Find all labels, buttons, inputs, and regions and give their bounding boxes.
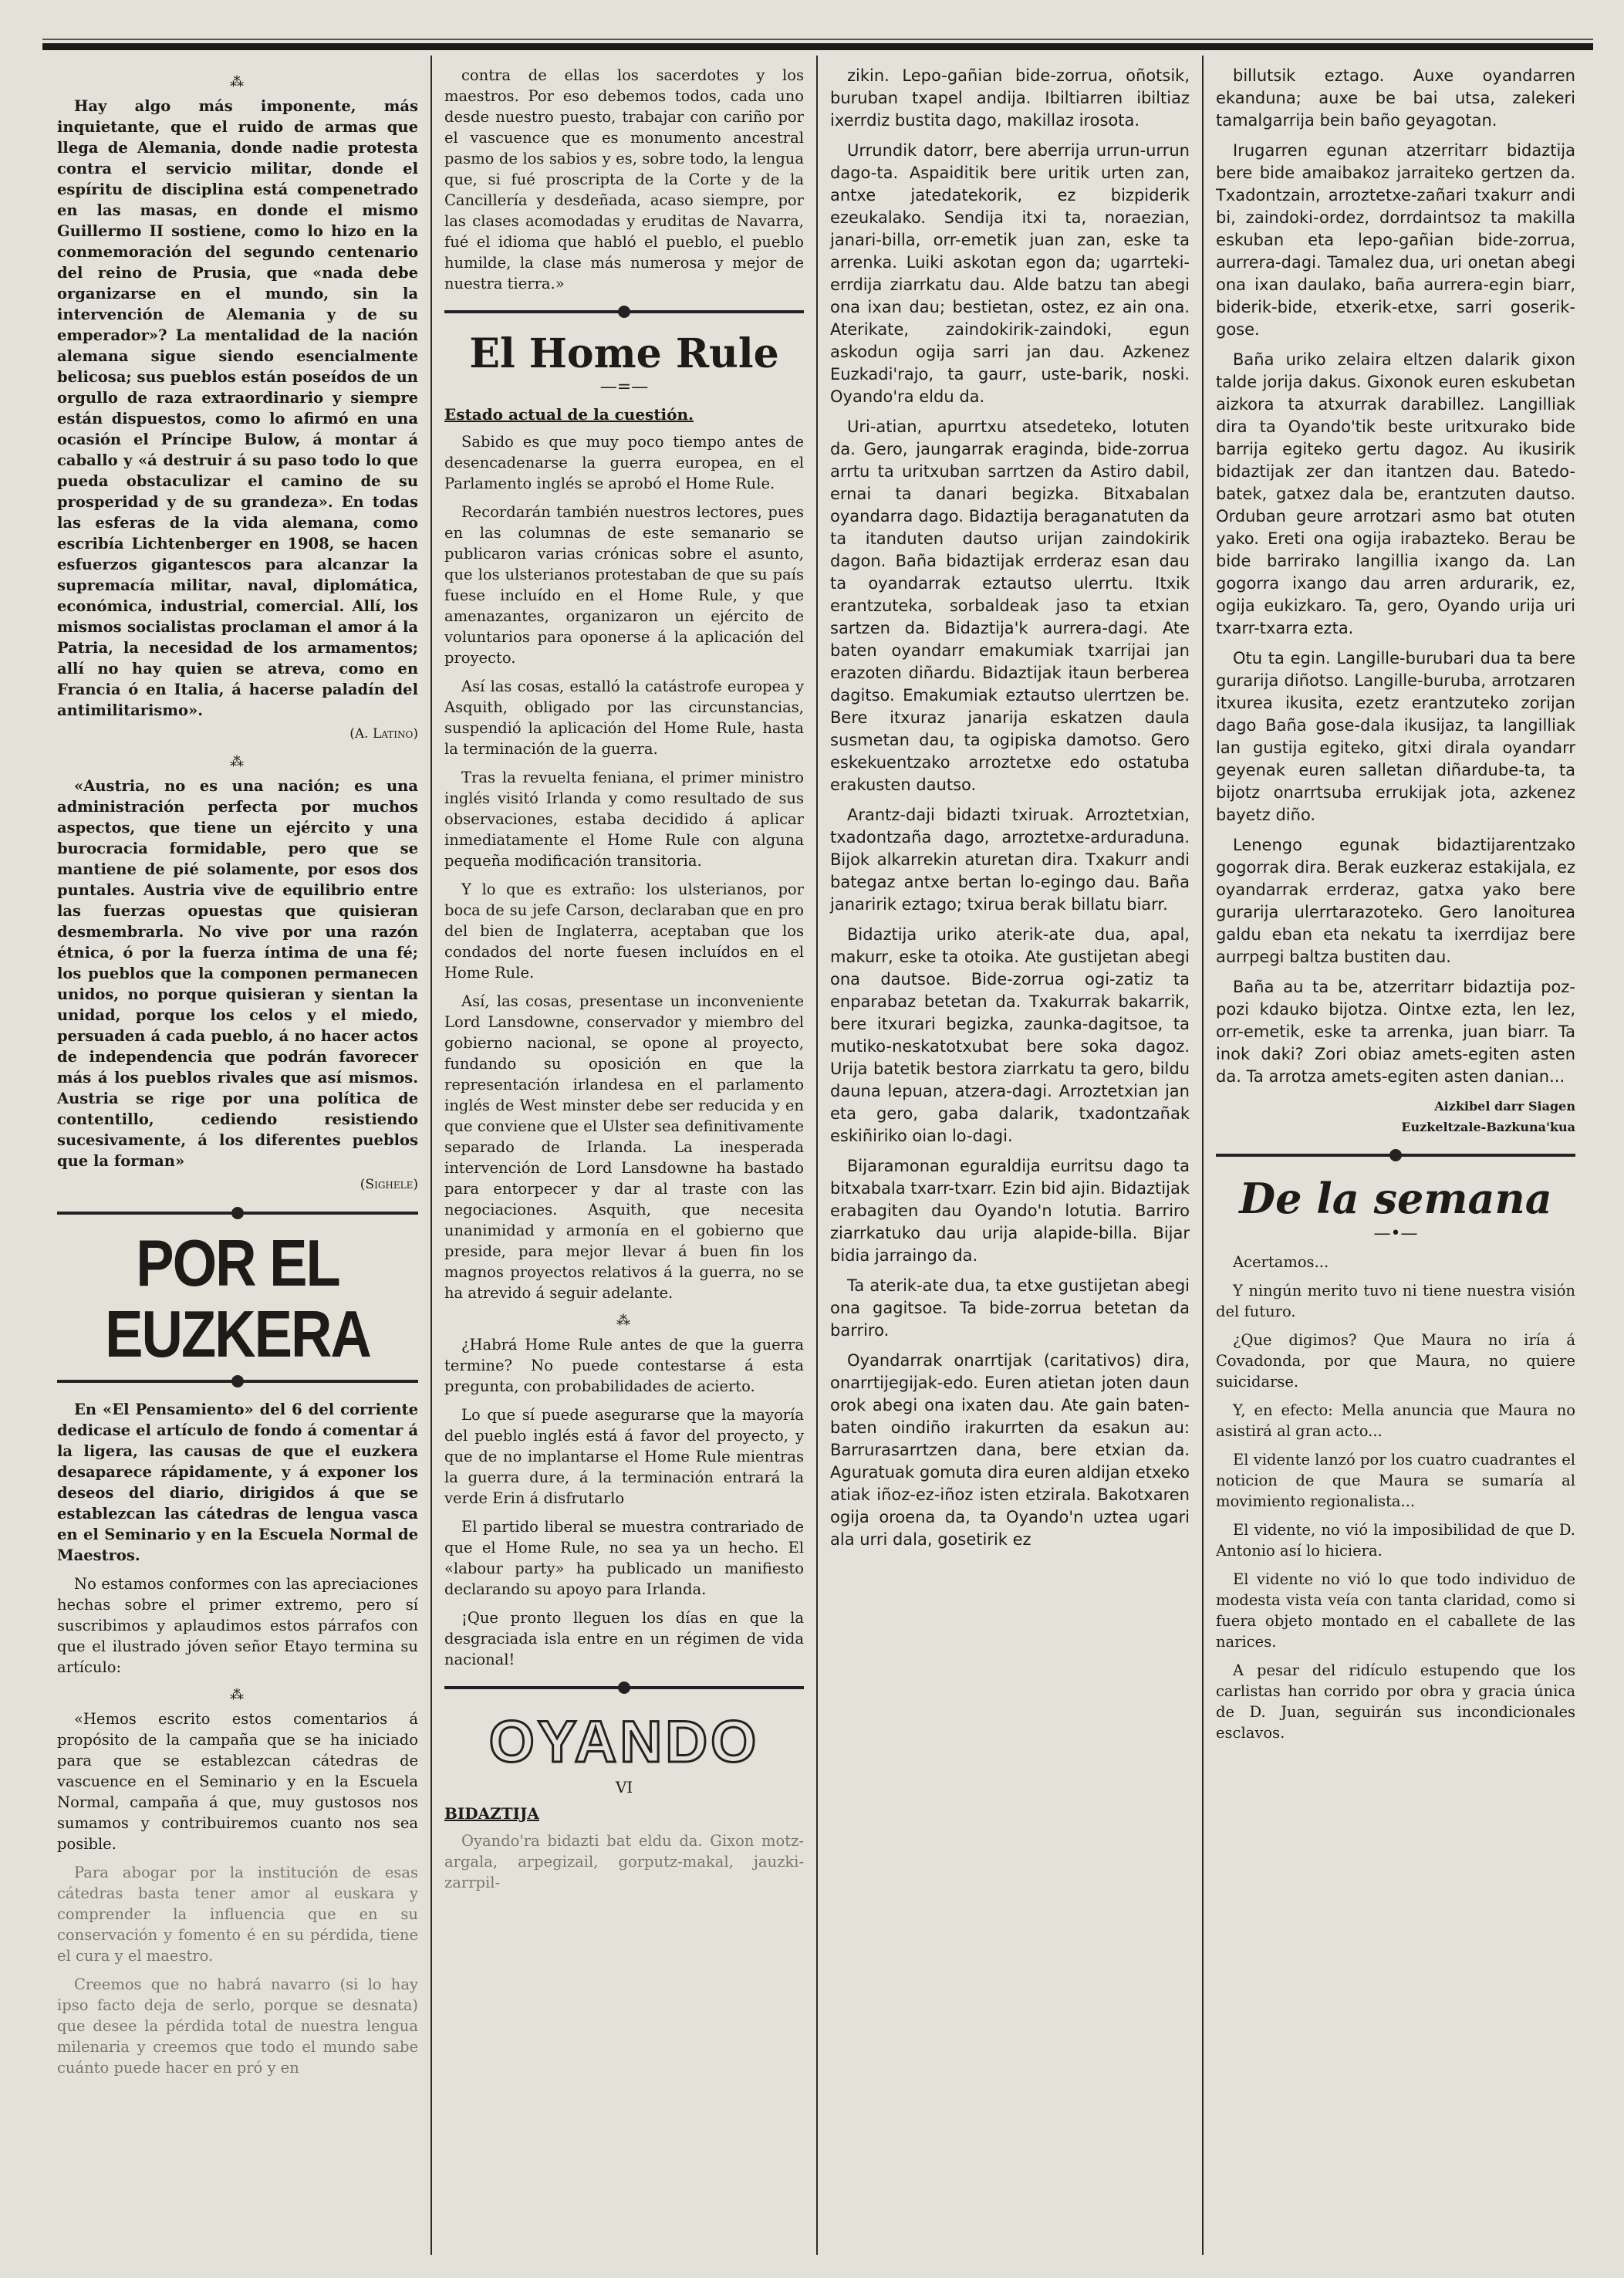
- top-rule: [42, 37, 1593, 52]
- paragraph: Y ningún merito tuvo ni tiene nuestra visión del futuro.: [1216, 1282, 1575, 1320]
- paragraph: Ta aterik-ate dua, ta etxe gustijetan abegi ona gagitsoe. Ta bide-zorrua betetan da barriro.: [830, 1276, 1190, 1340]
- paragraph: Sabido es que muy poco tiempo antes de desencadenarse la guerra europea, en el Parlamento inglés se aprobó el Home Rule.: [444, 433, 804, 492]
- headline-ornament: —•—: [1373, 1224, 1418, 1243]
- asterism: ⁂: [616, 1313, 632, 1329]
- headline-oyando: OYANDO: [488, 1709, 760, 1775]
- paragraph: El vidente, no vió la imposibilidad de que D. Antonio así lo hiciera.: [1216, 1521, 1575, 1560]
- column-3: [816, 56, 1202, 2255]
- paragraph: Bidaztija uriko aterik-ate dua, apal, makurr, eske ta otoika. Ate gustijetan abegi ona dautsoe. Bide-zorrua ogi-zatiz ta enparabaz betetan da. Txakurrak bakarrik, bere itxurari begizka, zaunka-dagitsoe, ta mutiko-neskatotxubat bere soka dagoz. Urija batetik bestora ziarrkatu ta gero, bildu dauna lepuan, atzera-dagi. Arroztetxian jan eta gero, gaba dalarik, txadontzañak eskiñiriko oian lo-dagi.: [830, 925, 1190, 1145]
- paragraph: Hay algo más imponente, más inquietante, que el ruido de armas que llega de Alemania, donde nadie protesta contra el servicio militar, donde el espíritu de disciplina está compenetrado en las masas, en donde el mismo Guillermo II sostiene, como lo hizo en la conmemoración del segundo centenario del reino de Prusia, que «nada debe organizarse en el mundo, sin la intervención de Alemania y de su emperador»? La mentalidad de la nación alemana sigue siendo esencialmente belicosa; sus pueblos están poseídos de un orgullo de raza extraordinario y siempre están dispuestos, como lo afirmó en una ocasión el Príncipe Bulow, á montar á caballo y «á destruir á su paso todo lo que pueda obstaculizar el camino de su prosperidad y de su grandeza». En todas las esferas de la vida alemana, como escribía Lichtenberger en 1908, se hacen esfuerzos gigantescos para alcanzar la supremacía militar, naval, diplomática, económica, industrial, comercial. Allí, los mismos socialistas proclaman el amor á la Patria, la necesidad de los armamentos; allí no hay quien se atreva, como en Francia ó en Italia, á hacerse paladín del antimilitarismo».: [57, 97, 418, 719]
- paragraph: Tras la revuelta feniana, el primer ministro inglés visitó Irlanda y como resultado de sus observaciones, estaba decidido á aplicar inmediatamente el Home Rule con alguna pequeña modificación transitoria.: [444, 769, 804, 870]
- paragraph: «Hemos escrito estos comentarios á propósito de la campaña que se ha iniciado para que se establezcan cátedras de vascuence en el Seminario y en la Escuela Normal, campaña á que, muy gustosos nos sumamos y contribuiremos cuanto nos sea posible.: [57, 1710, 418, 1853]
- paragraph: Baña uriko zelaira eltzen dalarik gixon talde jorija dakus. Gixonok euren eskubetan aizkora ta atxurrak darabillez. Langilliak dira ta Oyando'tik beste uritxurako bide barrija egiteko gertu dagoz. Au ikusirik bidaztijak zer dan itantzen dau. Batedo-batek, gatxez dala be, erantzuten dautso. Orduban geure arrotzari asmo bat otuten yako. Ereti ona ogija irabazteko. Berau be bide barrirako langillia ixango da. Lan gogorra ixango dau arren ardurarik, ez, ogija eukizkaro. Ta, gero, Oyando urija uri txarr-txarra ezta.: [1216, 350, 1575, 637]
- headline-ornament: —=—: [599, 377, 649, 397]
- paragraph: ¿Que digimos? Que Maura no iría á Covadonda, por que Maura, no quiere suicidarse.: [1216, 1331, 1575, 1391]
- paragraph: Recordarán también nuestros lectores, pues en las columnas de este semanario se publicaron varias crónicas sobre el asunto, que los ulsterianos protestaban de que su país fuese incluído en el Home Rule, y que amenazantes, organizaron un ejército de voluntarios para oponerse á la aplicación del proyecto.: [444, 503, 804, 667]
- section-divider: [444, 1681, 804, 1695]
- paragraph: Así las cosas, estalló la catástrofe europea y Asquith, obligado por las circunstancias, suspendió la aplicación del Home Rule, hasta la terminación de la guerra.: [444, 678, 804, 758]
- paragraph: El vidente lanzó por los cuatro cuadrantes el noticion de que Maura se sumaría al movimiento regionalista...: [1216, 1451, 1575, 1510]
- signature: Aizkibel darr Siagen: [1434, 1099, 1575, 1114]
- headline-de-la-semana: De la semana: [1239, 1174, 1552, 1223]
- paragraph: Para abogar por la institución de esas cátedras basta tener amor al euskara y comprender la influencia que en su conservación y fomento é en su pérdida, tiene el cura y el maestro.: [57, 1864, 418, 1965]
- paragraph: Arantz-daji bidazti txiruak. Arroztetxian, txadontzaña dago, arroztetxe-arduraduna. Bijok alkarrekin aturetan dira. Txakurr andi bategaz antxe bertan lo-egingo dau. Baña janaririk eztago; txirua berak billatu biarr.: [830, 806, 1190, 914]
- headline-home-rule: El Home Rule: [469, 330, 779, 377]
- headline-por-el-euzkera: POR EL EUZKERA: [105, 1225, 370, 1371]
- paragraph: A pesar del ridículo estupendo que los carlistas han corrido por obra y gracia única de D. Juan, seguirán sus incondicionales esclavos.: [1216, 1661, 1575, 1742]
- top-thin-line: [42, 39, 1593, 40]
- signature: (Sighele): [360, 1177, 418, 1192]
- paragraph: Acertamos...: [1233, 1253, 1329, 1271]
- section-divider: [57, 1206, 418, 1220]
- paragraph: En «El Pensamiento» del 6 del corriente dedicase el artículo de fondo á comentar á la ligera, las causas de que el euzkera desaparece rápidamente, y á exponer los deseos del diario, dirigidos á que se establezcan las cátedras de lengua vasca en el Seminario y en la Escuela Normal de Maestros.: [57, 1401, 418, 1564]
- asterism: ⁂: [230, 754, 245, 770]
- section-divider: [57, 1374, 418, 1388]
- section-divider: [444, 305, 804, 319]
- column-1: [45, 56, 430, 2255]
- asterism: ⁂: [230, 74, 245, 90]
- column-2: [430, 56, 816, 2255]
- paragraph: Irugarren egunan atzerritarr bidaztija bere bide amaibakoz jarraiteko gertzen da. Txadontzain, arroztetxe-zañari txakurr andi bi, zaindoki-ordez, dorrdaintsoz ta makilla eskuban eta lepo-gañian bide-zorrua, aurrera-dagi. Tamalez dua, uri onetan abegi ona ixan daulako, baña aurrera-egin biarr, biderik-bide, etxerik-etxe, sarri goserik-gose.: [1216, 141, 1575, 339]
- column-4: [1202, 56, 1588, 2255]
- paragraph: Otu ta egin. Langille-burubari dua ta bere gurarija diñotso. Langille-buruba, arrotzaren itxurea ikusita, ezetz erantzuteko zorijan dago Baña gose-dala ikusijaz, ta langilliak lan gustija egiteko, gitxi dirala oyandarr geyenak euren salletan diñardube-ta, ta bijotz onarrtsuba errukijak jota, azkenez bayetz diño.: [1216, 649, 1575, 824]
- section-divider: [1216, 1148, 1575, 1162]
- columns: [45, 56, 1588, 2255]
- chapter-number: VI: [615, 1778, 633, 1796]
- paragraph: Creemos que no habrá navarro (si lo hay ipso facto deja de serlo, porque se desnata) que desee la pérdida total de nuestra lengua milenaria y creemos que todo el mundo sabe cuánto puede hacer en pró y en: [57, 1976, 418, 2077]
- paragraph: Urrundik datorr, bere aberrija urrun-urrun dago-ta. Aspaiditik bere uritik urten zan, antxe jatedatekorik, ez bizpiderik ezeukalako. Sendija itxi ta, noraezian, janari-billa, orr-emetik juan zan, eske ta arrenka. Luiki askotan egon da; ugarrteki-errdija ziarrkatu dau. Alde batzu tan abegi ona ixan dau; bestietan, ostez, ez ain ona. Aterikate, zaindokirik-zaindoki, egun askodun ogija sarri jan dau. Azkenez Euzkadi'rajo, ta gaurr, uste-barik, noski. Oyando'ra eldu da.: [830, 141, 1190, 406]
- paragraph: Oyandarrak onarrtijak (caritativos) dira, onarrtijegijak-edo. Euren atietan joten daun orok abegi ona ixaten dau. Ate gain baten-baten oindiño irakurrten da esakun au: Barrurasarrtzen dana, bere etxian da. Aguratuak gomuta dira euren aldijan etxeko atiak iñoz-ez-iñoz isten etzirala. Bakotxaren ogija oroena da, ta Oyando'n uztea ugari ala urri dala, gosetirik ez: [830, 1351, 1190, 1549]
- paragraph: contra de ellas los sacerdotes y los maestros. Por eso debemos todos, cada uno desde nuestro puesto, trabajar con cariño por el vascuence que es monumento ancestral pasmo de los sabios y es, sobre todo, la lengua que, si fué proscripta de la Corte y de la Cancillería y desdeñada, acaso siempre, por las clases acomodadas y eruditas de Navarra, fué el idioma que habló el pueblo, el pueblo humilde, la clase más numerosa y mejor de nuestra tierra.»: [444, 66, 804, 292]
- asterism: ⁂: [230, 1687, 245, 1703]
- paragraph: El partido liberal se muestra contrariado de que el Home Rule, no sea ya un hecho. El «labour party» ha publicado un manifiesto declarando su apoyo para Irlanda.: [444, 1518, 804, 1598]
- paragraph: Baña au ta be, atzerritarr bidaztija poz-pozi kdauko bijotza. Ointxe ezta, len lez, orr-emetik, eske ta arrenka, juan biarr. Ta inok daki? Zori obiaz amets-egiten asten da. Ta arrotza amets-egiten asten danian...: [1216, 978, 1575, 1086]
- paragraph: Y, en efecto: Mella anuncia que Maura no asistirá al gran acto...: [1216, 1401, 1575, 1440]
- subheadline: BIDAZTIJA: [444, 1804, 539, 1823]
- paragraph: billutsik eztago. Auxe oyandarren ekanduna; auxe be bai utsa, zalekeri tamalgarrija bein baño geyagotan.: [1216, 66, 1575, 130]
- paragraph: Así, las cosas, presentase un inconveniente Lord Lansdowne, conservador y miembro del gobierno nacional, se opone al proyecto, fundando su oposición en que la representación irlandesa en el parlamento inglés de West minster debe ser reducida y en que conviene que el Ulster sea definitivamente separado de Irlanda. La inesperada intervención de Lord Lansdowne ha bastado para entorpecer y dar al traste con las negociaciones. Asquith, que necesita unanimidad y armonía en el gobierno que preside, para mejor llevar á buen fin los magnos proyectos relativos á la guerra, no se ha atrevido á seguir adelante.: [444, 992, 804, 1302]
- paragraph: «Austria, no es una nación; es una administración perfecta por muchos aspectos, que tiene un ejército y una burocracia formidable, pero que se mantiene de pié solamente, por esos dos puntales. Austria vive de equilibrio entre las fuerzas opuestas que quisieran desmembrarla. No vive por una razón étnica, ó por la fuerza íntima de una fé; los pueblos que la componen permanecen unidos, no porque quisieran y sientan la unidad, porque los celos y el miedo, persuaden á cada pueblo, á no hacer actos de independencia que podrán favorecer más á los pueblos rivales que así mismos. Austria se rige por una política de contentillo, cediendo resistiendo sucesivamente, á los diferentes pueblos que la forman»: [57, 777, 418, 1170]
- signature: Euzkeltzale-Bazkuna'kua: [1401, 1120, 1575, 1134]
- paragraph: Bijaramonan eguraldija eurritsu dago ta bitxabala txarr-txarr. Ezin bid ajin. Bidaztijak erabagiten dau Oyando'n lotutia. Barriro ziarrkatuko dau urija alapide-billa. Bijar bidia jarraingo da.: [830, 1157, 1190, 1265]
- basque-continuation: [1216, 65, 1575, 1088]
- subheadline: Estado actual de la cuestión.: [444, 405, 694, 424]
- paragraph: Uri-atian, apurrtxu atsedeteko, lotuten da. Gero, jaungarrak eraginda, bide-zorrua arrtu ta uritxuban sarrtzen da Astiro dabil, ernai ta danari begizka. Bitxabalan oyandarra dago. Bidaztija beraganatuten da ta itanduten dautso urijan zaindokirik dagon. Baña bidaztijak errderaz esan dau ta oyandarrak eztautso ulerrtu. Itxik erantzuteka, sorbaldeak jaso ta etxian sartzen da. Bidaztija'k aurrera-dagi. Ate baten oyandarr emakumiak txarrijai jan erazoten diñardu. Bidaztijak itaun berberea dagitso. Emakumiak eztautso ulerrtzen be. Bere itxuraz janarija eskatzen daula susmetan dau, ta ogipiska damotso. Gero eskekuentzako arroztetxe edo ostatuba erakusten dautso.: [830, 417, 1190, 794]
- paragraph: zikin. Lepo-gañian bide-zorrua, oñotsik, buruban txapel andija. Ibiltiarren ibiltiaz ixerrdiz bustita dago, makillaz irosota.: [830, 66, 1190, 130]
- paragraph: Y lo que es extraño: los ulsterianos, por boca de su jefe Carson, declaraban que en pro del bien de Inglaterra, aceptaban que los condados del norte fuesen incluídos en el Home Rule.: [444, 880, 804, 982]
- paragraph: Lo que sí puede asegurarse que la mayoría del pueblo inglés está á favor del proyecto, y que de no implantarse el Home Rule mientras la guerra dure, á la terminación entrará la verde Erin á disfrutarlo: [444, 1406, 804, 1507]
- paragraph: El vidente no vió lo que todo individuo de modesta vista veía con tanta claridad, como si fuera objeto montado en el caballete de las narices.: [1216, 1570, 1575, 1651]
- paragraph: ¿Habrá Home Rule antes de que la guerra termine? No puede contestarse á esta pregunta, con probabilidades de acierto.: [444, 1336, 804, 1395]
- paragraph: Lenengo egunak bidaztijarentzako gogorrak dira. Berak euzkeraz estakijala, ez oyandarrak errderaz, gatxa yako bere gurarija ulerrtarazoteko. Gero lanoiturea galdu eban eta nekatu ta ixerrdijaz bere aurrpegi baltza bustiten dau.: [1216, 836, 1575, 966]
- paragraph: ¡Que pronto lleguen los días en que la desgraciada isla entre en un régimen de vida nacional!: [444, 1609, 804, 1668]
- paragraph: No estamos conformes con las apreciaciones hechas sobre el primer extremo, pero sí suscribimos y aplaudimos estos párrafos con que el ilustrado jóven señor Etayo termina su artículo:: [57, 1575, 418, 1676]
- top-thick-line: [42, 43, 1593, 50]
- signature: (A. Latino): [349, 726, 418, 742]
- paragraph: Oyando'ra bidazti bat eldu da. Gixon motz-argala, arpegizail, gorputz-makal, jauzki-zarrpil-: [444, 1832, 804, 1891]
